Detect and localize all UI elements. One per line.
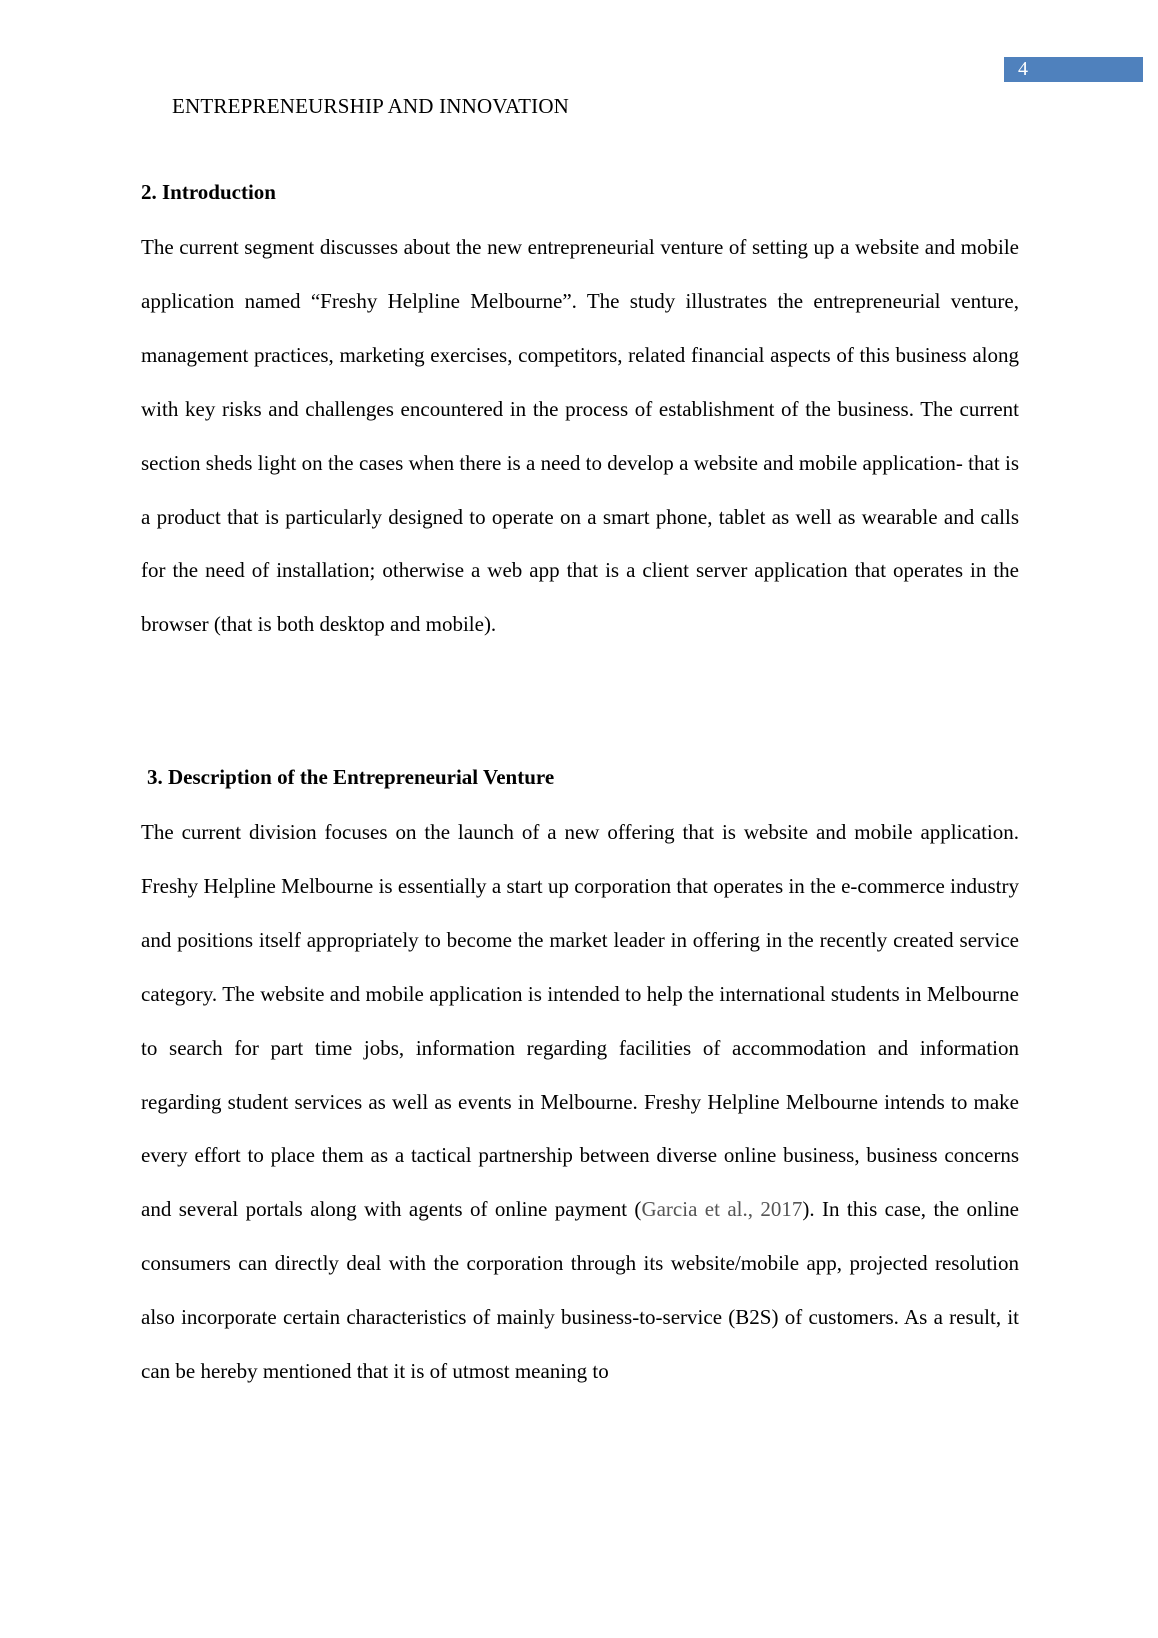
- running-head: ENTREPRENEURSHIP AND INNOVATION: [172, 94, 570, 118]
- citation: Garcia et al., 2017: [641, 1197, 803, 1222]
- description-text-after-citation: ). In this case, the online consumers can directly deal with the corporation through its website/mobile app, projected resolution also incorporate certain characteristics of mainly business-to-service (B2S) of customers. As a result, it can be hereby mentioned that it is of utmost meaning to: [141, 1197, 1019, 1384]
- description-section: [141, 762, 1019, 1399]
- description-heading-text: 3. Description of the Entrepreneurial Venture: [147, 765, 555, 789]
- description-text-before-citation: The current division focuses on the launch of a new offering that is website and mobile application. Freshy Helpline Melbourne is essentially a start up corporation that operates in the e-commerce industry and positions itself appropriately to become the market leader in offering in the recently created service category. The website and mobile application is intended to help the international students in Melbourne to search for part time jobs, information regarding facilities of accommodation and information regarding student services as well as events in Melbourne. Freshy Helpline Melbourne intends to make every effort to place them as a tactical partnership between diverse online business, business concerns and several portals along with agents of online payment (: [141, 820, 1019, 1222]
- introduction-heading: 2. Introduction: [141, 180, 276, 204]
- description-heading: [141, 762, 1019, 792]
- description-paragraph: [141, 806, 1019, 1399]
- introduction-paragraph: The current segment discusses about the new entrepreneurial venture of setting up a website and mobile application named “Freshy Helpline Melbourne”. The study illustrates the entrepreneurial venture, management practices, marketing exercises, competitors, related financial aspects of this business along with key risks and challenges encountered in the process of establishment of the business. The current section sheds light on the cases when there is a need to develop a website and mobile application- that is a product that is particularly designed to operate on a smart phone, tablet as well as wearable and calls for the need of installation; otherwise a web app that is a client server application that operates in the browser (that is both desktop and mobile).: [141, 235, 1019, 637]
- introduction-section: [141, 177, 1019, 652]
- page-number: 4: [1004, 57, 1143, 82]
